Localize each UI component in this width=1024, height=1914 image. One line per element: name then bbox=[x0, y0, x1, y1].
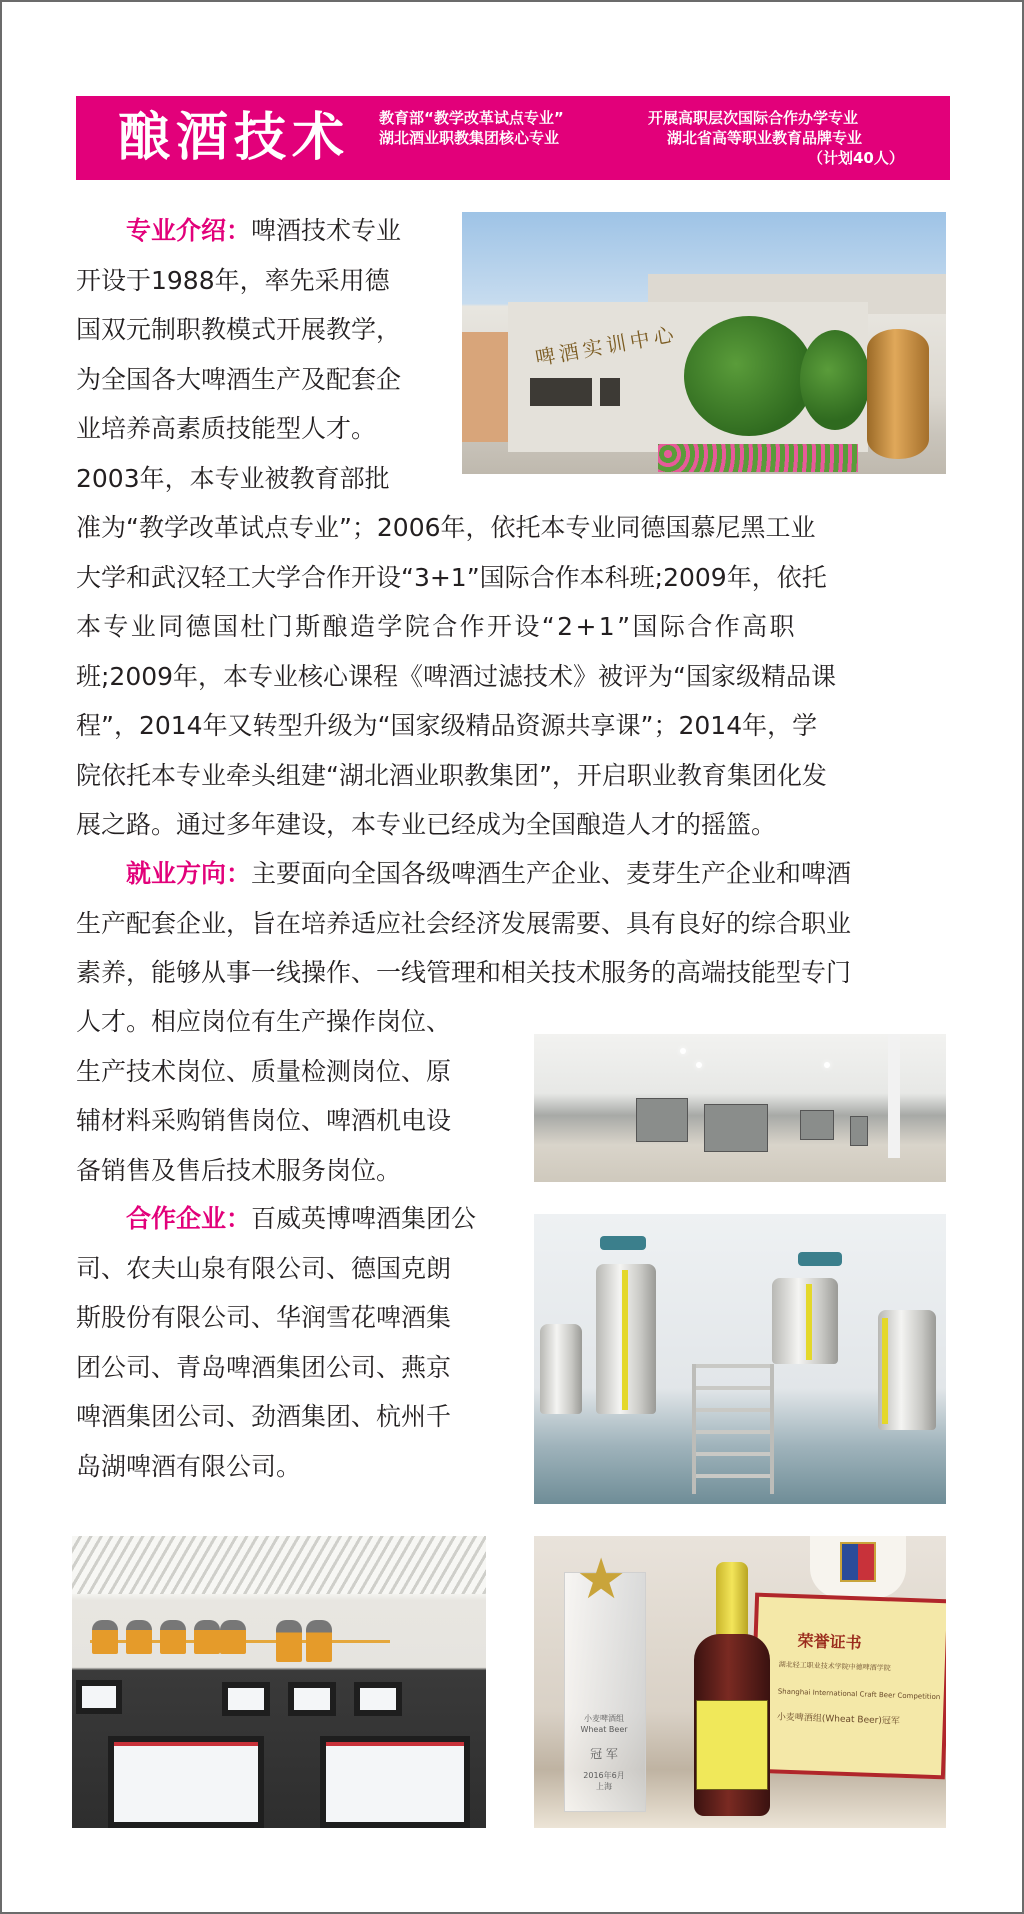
production-hall-photo bbox=[534, 1034, 946, 1182]
intro-line: 2003年，本专业被教育部批 bbox=[76, 463, 390, 493]
level-gauge bbox=[806, 1284, 812, 1360]
bottle-label bbox=[696, 1700, 768, 1790]
certificate-line: Shanghai International Craft Beer Competition bbox=[777, 1687, 941, 1702]
level-gauge bbox=[622, 1270, 628, 1410]
motor bbox=[600, 1236, 646, 1250]
wooden-barrel bbox=[867, 329, 929, 459]
tree bbox=[800, 330, 870, 430]
computer-monitor bbox=[108, 1736, 264, 1828]
employment-line: 生产技术岗位、质量检测岗位、原 bbox=[76, 1056, 452, 1086]
ceiling-light bbox=[824, 1062, 830, 1068]
partners-line: 岛湖啤酒有限公司。 bbox=[76, 1451, 302, 1481]
computer-monitor bbox=[320, 1736, 470, 1828]
intro-line: 专业介绍：啤酒技术专业 bbox=[126, 216, 402, 245]
bottling-machine bbox=[636, 1098, 688, 1142]
ceiling-light bbox=[680, 1048, 686, 1054]
honor-tag: 开展高职层次国际合作办学专业 bbox=[648, 109, 859, 127]
process-tank bbox=[126, 1620, 152, 1654]
brewing-process-mural bbox=[90, 1614, 470, 1664]
intro-line: 院依托本专业牵头组建“湖北酒业职教集团”，开启职业教育集团化发 bbox=[76, 760, 827, 790]
certificate-line: 小麦啤酒组(Wheat Beer)冠军 bbox=[776, 1712, 900, 1727]
pillar bbox=[888, 1034, 900, 1158]
intro-line: 业培养高素质技能型人才。 bbox=[76, 414, 377, 443]
award-beer-photo bbox=[534, 1536, 946, 1828]
employment-line: 生产配套企业，旨在培养适应社会经济发展需要、具有良好的综合职业 bbox=[76, 908, 852, 938]
platform-stairs bbox=[692, 1364, 774, 1494]
employment-line: 备销售及售后技术服务岗位。 bbox=[76, 1155, 402, 1185]
partners-label: 合作企业： bbox=[126, 1204, 252, 1233]
employment-section bbox=[76, 849, 948, 998]
partners-line: 啤酒集团公司、劲酒集团、杭州千 bbox=[76, 1402, 452, 1431]
honor-certificate bbox=[749, 1593, 946, 1780]
flower-bed bbox=[658, 444, 858, 472]
process-tank bbox=[160, 1620, 186, 1654]
partners-section bbox=[76, 1194, 526, 1491]
process-tank bbox=[92, 1620, 118, 1654]
intro-section bbox=[76, 206, 448, 503]
star-icon: ★ bbox=[576, 1547, 627, 1612]
major-title: 酿酒技术 bbox=[118, 108, 351, 168]
partners-line: 合作企业：百威英博啤酒集团公 bbox=[126, 1204, 477, 1233]
partners-line: 团公司、青岛啤酒集团公司、燕京 bbox=[76, 1352, 452, 1382]
intro-line: 本专业同德国杜门斯酿造学院合作开设“2+1”国际合作高职 bbox=[76, 612, 797, 641]
employment-label: 就业方向： bbox=[126, 859, 252, 888]
enrollment-plan: （计划40人） bbox=[808, 149, 904, 167]
ceiling bbox=[72, 1536, 486, 1594]
employment-line: 就业方向：主要面向全国各级啤酒生产企业、麦芽生产企业和啤酒 bbox=[126, 859, 852, 888]
tree bbox=[684, 316, 814, 436]
bottling-machine bbox=[850, 1116, 868, 1146]
trophy-inscription: 小麦啤酒组 Wheat Beer 冠 军 2016年6月 上海 bbox=[580, 1714, 628, 1791]
building-window bbox=[600, 378, 620, 406]
intro-line: 为全国各大啤酒生产及配套企 bbox=[76, 364, 402, 394]
certificate-title: 荣誉证书 bbox=[797, 1631, 862, 1653]
process-tank bbox=[220, 1620, 246, 1654]
partners-line: 司、农夫山泉有限公司、德国克朗 bbox=[76, 1253, 452, 1283]
brew-tank bbox=[540, 1324, 582, 1414]
certificate-line: 湖北轻工职业技术学院中德啤酒学院 bbox=[778, 1660, 891, 1673]
intro-line: 准为“教学改革试点专业”；2006年，依托本专业同德国慕尼黑工业 bbox=[76, 513, 816, 542]
computer-monitor bbox=[354, 1682, 402, 1716]
process-tank bbox=[276, 1620, 302, 1662]
building-sign: 啤酒实训中心 bbox=[533, 321, 680, 371]
computer-monitor bbox=[288, 1682, 336, 1716]
honor-tag: 湖北酒业职教集团核心专业 bbox=[379, 129, 560, 147]
intro-section-cont bbox=[76, 503, 948, 850]
process-tank bbox=[194, 1620, 220, 1654]
computer-lab-photo bbox=[72, 1536, 486, 1828]
major-header-bar bbox=[76, 96, 950, 180]
bottling-machine bbox=[704, 1104, 768, 1152]
training-center-photo bbox=[462, 212, 946, 474]
motor bbox=[798, 1252, 842, 1266]
intro-line: 展之路。通过多年建设，本专业已经成为全国酿造人才的摇篮。 bbox=[76, 810, 777, 839]
coat-of-arms-vase bbox=[810, 1536, 906, 1598]
process-tank bbox=[306, 1620, 332, 1662]
brew-tank bbox=[772, 1278, 838, 1364]
building-window bbox=[530, 378, 592, 406]
computer-monitor bbox=[222, 1682, 270, 1716]
ceiling-light bbox=[696, 1062, 702, 1068]
intro-line: 开设于1988年，率先采用德 bbox=[76, 265, 390, 295]
intro-line: 班;2009年，本专业核心课程《啤酒过滤技术》被评为“国家级精品课 bbox=[76, 661, 837, 691]
intro-line: 国双元制职教模式开展教学， bbox=[76, 315, 402, 344]
intro-line: 程”，2014年又转型升级为“国家级精品资源共享课”；2014年，学 bbox=[76, 711, 818, 740]
computer-monitor bbox=[76, 1680, 122, 1714]
building-side-wall bbox=[462, 332, 512, 442]
employment-line: 素养，能够从事一线操作、一线管理和相关技术服务的高端技能型专门 bbox=[76, 958, 852, 987]
bottle-neck bbox=[716, 1562, 748, 1642]
honor-tag: 教育部“教学改革试点专业” bbox=[379, 109, 564, 127]
beer-bottle bbox=[694, 1562, 770, 1816]
intro-line: 大学和武汉轻工大学合作开设“3+1”国际合作本科班;2009年，依托 bbox=[76, 562, 827, 592]
honor-tag: 湖北省高等职业教育品牌专业 bbox=[667, 129, 863, 147]
employment-line: 辅材料采购销售岗位、啤酒机电设 bbox=[76, 1106, 452, 1135]
intro-label: 专业介绍： bbox=[126, 216, 252, 245]
employment-section-cont bbox=[76, 997, 526, 1195]
level-gauge bbox=[882, 1318, 888, 1424]
employment-line: 人才。相应岗位有生产操作岗位、 bbox=[76, 1007, 452, 1036]
bottling-machine bbox=[800, 1110, 834, 1140]
brewing-equipment-photo bbox=[534, 1214, 946, 1504]
partners-line: 斯股份有限公司、华润雪花啤酒集 bbox=[76, 1303, 452, 1332]
